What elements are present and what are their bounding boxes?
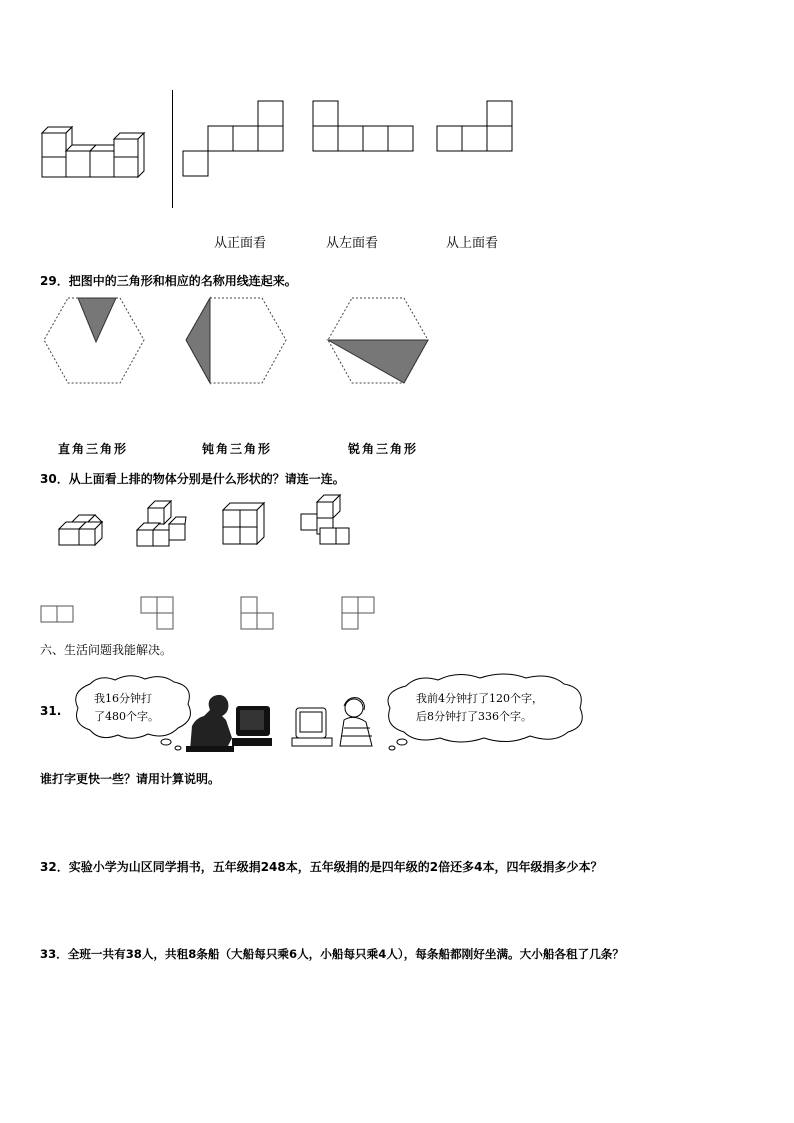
q30-solid-4 (300, 494, 354, 548)
q28-solid-figure (40, 125, 155, 180)
top-view-option-2 (140, 596, 176, 632)
view-label-left: 从左面看 (326, 236, 379, 251)
q28-view-option-1 (182, 100, 284, 178)
q30-solid-3 (222, 500, 266, 546)
vertical-divider (172, 90, 173, 208)
view-label-top: 从上面看 (446, 236, 499, 251)
hexagon-1 (42, 296, 146, 386)
bubble-right-line-2: 后8分钟打了336个字。 (416, 710, 532, 723)
q28-view-option-2 (312, 100, 414, 154)
q29-title: 29．把图中的三角形和相应的名称用线连起来。 (40, 274, 297, 288)
view-label-front: 从正面看 (214, 236, 267, 251)
label-right-triangle: 直角三角形 (58, 442, 129, 456)
hexagon-2 (184, 296, 288, 386)
label-acute-triangle: 锐角三角形 (348, 442, 419, 456)
hexagon-3 (326, 296, 430, 386)
q30-title: 30．从上面看上排的物体分别是什么形状的？请连一连。 (40, 472, 345, 486)
section6-title: 六、生活问题我能解决。 (40, 643, 173, 657)
q30-solid-1 (58, 508, 104, 548)
boy-at-computer (186, 690, 276, 752)
top-view-option-1 (40, 604, 76, 624)
bubble-left-line-1: 我16分钟打 (94, 692, 152, 705)
bubble-left-line-2: 了480个字。 (94, 710, 159, 723)
q28-view-option-3 (436, 100, 514, 154)
q32-text: 32．实验小学为山区同学捐书，五年级捐248本，五年级捐的是四年级的2倍还多4本，四年级捐多少本？ (40, 860, 603, 874)
q31-question: 谁打字更快一些？请用计算说明。 (40, 772, 221, 786)
bubble-right-line-1: 我前4分钟打了120个字， (416, 692, 543, 705)
top-view-option-3 (240, 596, 276, 632)
girl-at-computer (292, 694, 382, 750)
q30-solid-2 (136, 498, 188, 550)
q31-number: 31. (40, 704, 62, 718)
top-view-option-4 (341, 596, 377, 632)
q33-text: 33．全班一共有38人，共租8条船（大船每只乘6人，小船每只乘4人），每条船都刚好坐满。大小船各租了几条？ (40, 947, 624, 961)
label-obtuse-triangle: 钝角三角形 (202, 442, 273, 456)
